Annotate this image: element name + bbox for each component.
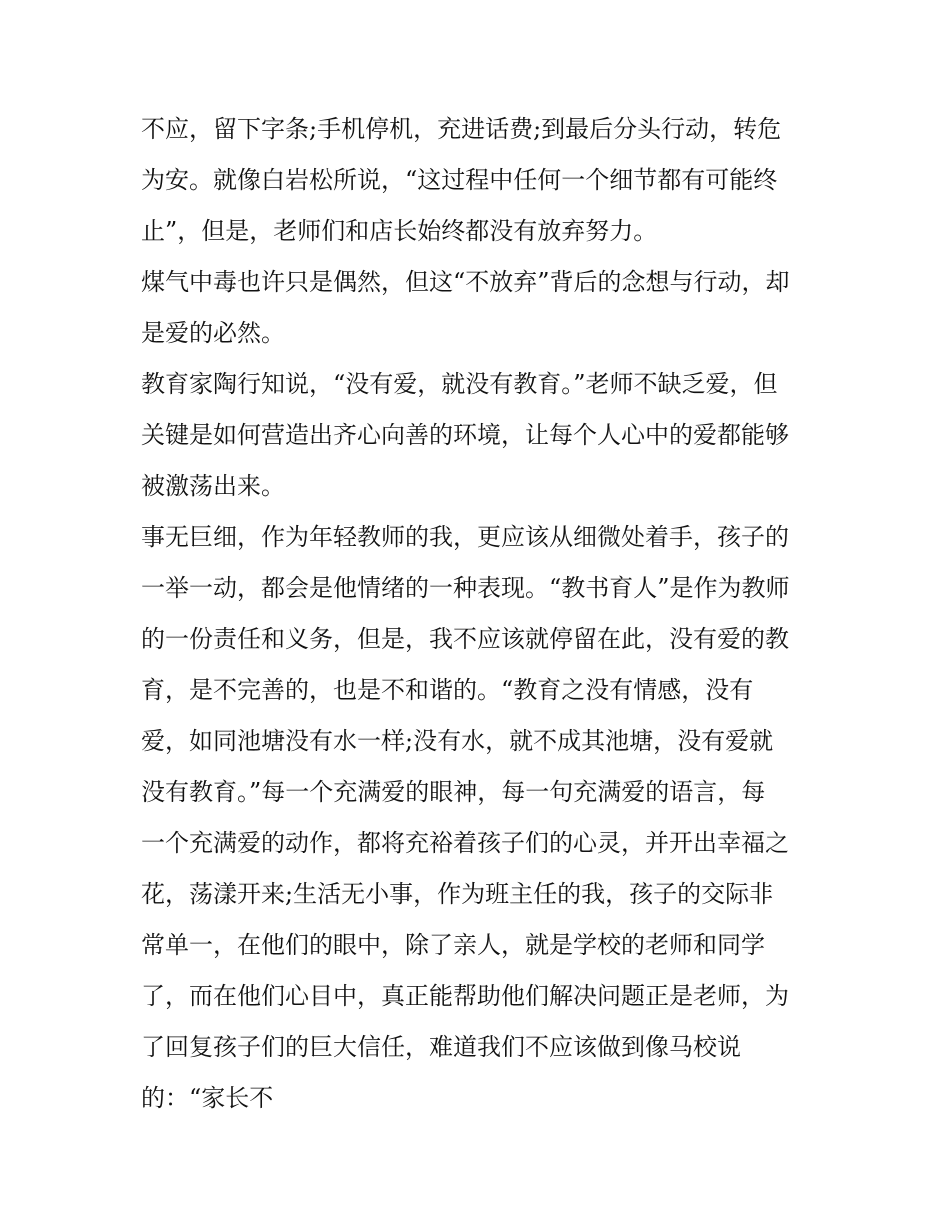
text-line: 了回复孩子们的巨大信任，难道我们不应该做到像马校说 (141, 1033, 741, 1061)
text-line: 育，是不完善的，也是不和谐的。“教育之没有情感，没有 (141, 676, 754, 704)
text-line: 被激荡出来。 (141, 472, 285, 500)
text-line: 了，而在他们心目中，真正能帮助他们解决问题正是老师，为 (141, 982, 789, 1010)
text-line: 关键是如何营造出齐心向善的环境，让每个人心中的爱都能够 (141, 421, 789, 449)
text-line: 教育家陶行知说，“没有爱，就没有教育。”老师不缺乏爱，但 (141, 370, 778, 398)
text-line: 的：“家长不 (141, 1084, 274, 1112)
text-line: 为安。就像白岩松所说，“这过程中任何一个细节都有可能终 (141, 166, 778, 194)
text-line: 花，荡漾开来;生活无小事，作为班主任的我，孩子的交际非 (141, 880, 774, 908)
text-line: 爱，如同池塘没有水一样;没有水，就不成其池塘，没有爱就 (141, 727, 774, 755)
body-text (141, 104, 831, 1124)
text-line: 的一份责任和义务，但是，我不应该就停留在此，没有爱的教 (141, 625, 789, 653)
text-line: 止”，但是，老师们和店长始终都没有放弃努力。 (141, 217, 658, 245)
text-line: 一举一动，都会是他情绪的一种表现。“教书育人”是作为教师 (141, 574, 790, 602)
text-line: 煤气中毒也许只是偶然，但这“不放弃”背后的念想与行动，却 (141, 268, 790, 296)
text-line: 事无巨细，作为年轻教师的我，更应该从细微处着手，孩子的 (141, 523, 789, 551)
text-line: 常单一，在他们的眼中，除了亲人，就是学校的老师和同学 (141, 931, 765, 959)
text-line: 没有教育。”每一个充满爱的眼神，每一句充满爱的语言，每 (141, 778, 766, 806)
text-line: 一个充满爱的动作，都将充裕着孩子们的心灵，并开出幸福之 (141, 829, 789, 857)
text-line: 不应，留下字条;手机停机，充进话费;到最后分头行动，转危 (141, 115, 782, 143)
text-line: 是爱的必然。 (141, 319, 285, 347)
